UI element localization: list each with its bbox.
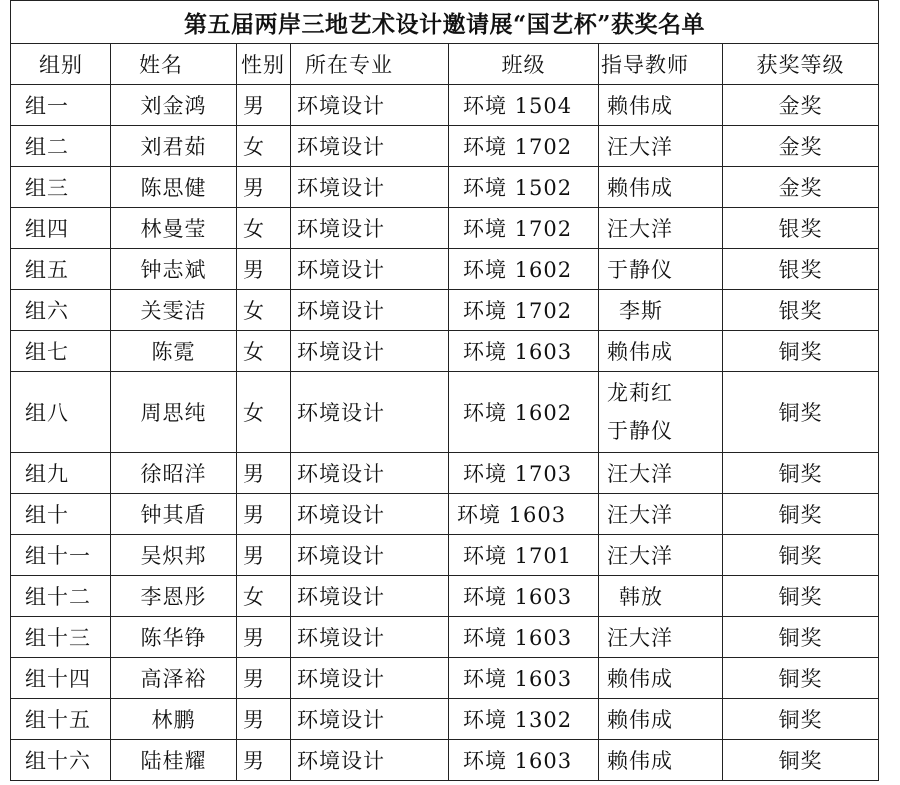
cell-major: 环境设计 [291, 126, 449, 167]
cell-name: 周思纯 [111, 372, 237, 453]
table-row [11, 617, 879, 658]
cell-teacher: 韩放 [599, 576, 723, 617]
cell-sex: 男 [237, 617, 291, 658]
cell-teacher: 赖伟成 [599, 85, 723, 126]
teacher-line-1: 龙莉红 [607, 381, 673, 405]
cell-major: 环境设计 [291, 740, 449, 781]
cell-major: 环境设计 [291, 658, 449, 699]
cell-class: 环境 1302 [449, 699, 599, 740]
header-group: 组别 [11, 44, 111, 85]
cell-class: 环境 1701 [449, 535, 599, 576]
cell-sex: 男 [237, 167, 291, 208]
table-row [11, 453, 879, 494]
cell-group: 组十六 [11, 740, 111, 781]
award-table [10, 0, 879, 781]
cell-sex: 女 [237, 126, 291, 167]
cell-major: 环境设计 [291, 699, 449, 740]
cell-teacher: 汪大洋 [599, 617, 723, 658]
table-row [11, 494, 879, 535]
header-name: 姓名 [111, 44, 237, 85]
cell-award: 铜奖 [723, 494, 879, 535]
cell-group: 组十四 [11, 658, 111, 699]
cell-sex: 女 [237, 576, 291, 617]
teacher-line-2: 于静仪 [607, 419, 673, 443]
cell-sex: 男 [237, 658, 291, 699]
cell-teacher: 汪大洋 [599, 208, 723, 249]
cell-sex: 女 [237, 208, 291, 249]
cell-name: 李恩彤 [111, 576, 237, 617]
cell-name: 高泽裕 [111, 658, 237, 699]
cell-group: 组十 [11, 494, 111, 535]
cell-name: 陆桂耀 [111, 740, 237, 781]
table-row [11, 249, 879, 290]
cell-award: 铜奖 [723, 331, 879, 372]
cell-name: 陈华铮 [111, 617, 237, 658]
cell-sex: 男 [237, 535, 291, 576]
cell-teacher: 汪大洋 [599, 453, 723, 494]
table-row [11, 167, 879, 208]
cell-group: 组一 [11, 85, 111, 126]
header-row [11, 44, 879, 85]
cell-major: 环境设计 [291, 372, 449, 453]
cell-class: 环境 1603 [449, 740, 599, 781]
cell-name: 刘金鸿 [111, 85, 237, 126]
cell-class: 环境 1602 [449, 249, 599, 290]
cell-name: 林曼莹 [111, 208, 237, 249]
cell-class: 环境 1702 [449, 208, 599, 249]
cell-name: 陈思健 [111, 167, 237, 208]
table-row [11, 658, 879, 699]
cell-major: 环境设计 [291, 617, 449, 658]
cell-award: 铜奖 [723, 740, 879, 781]
cell-major: 环境设计 [291, 494, 449, 535]
table-row [11, 126, 879, 167]
cell-award: 银奖 [723, 290, 879, 331]
table-row [11, 699, 879, 740]
cell-award: 铜奖 [723, 658, 879, 699]
cell-teacher: 汪大洋 [599, 126, 723, 167]
table-row [11, 576, 879, 617]
cell-award: 铜奖 [723, 372, 879, 453]
cell-group: 组十三 [11, 617, 111, 658]
header-award: 获奖等级 [723, 44, 879, 85]
cell-teacher: 汪大洋 [599, 535, 723, 576]
document-title: 第五届两岸三地艺术设计邀请展“国艺杯”获奖名单 [11, 1, 879, 44]
cell-class: 环境 1603 [449, 331, 599, 372]
cell-sex: 男 [237, 699, 291, 740]
cell-name: 徐昭洋 [111, 453, 237, 494]
cell-class: 环境 1603 [449, 576, 599, 617]
cell-class: 环境 1602 [449, 372, 599, 453]
cell-name: 林鹏 [111, 699, 237, 740]
table-row [11, 85, 879, 126]
cell-name: 刘君茹 [111, 126, 237, 167]
cell-name: 陈霓 [111, 331, 237, 372]
cell-major: 环境设计 [291, 535, 449, 576]
cell-teacher: 李斯 [599, 290, 723, 331]
cell-class: 环境 1702 [449, 290, 599, 331]
cell-major: 环境设计 [291, 208, 449, 249]
cell-class: 环境 1603 [449, 658, 599, 699]
cell-award: 银奖 [723, 249, 879, 290]
cell-group: 组三 [11, 167, 111, 208]
cell-group: 组二 [11, 126, 111, 167]
cell-award: 金奖 [723, 126, 879, 167]
table-row [11, 372, 879, 453]
cell-group: 组八 [11, 372, 111, 453]
header-sex: 性别 [237, 44, 291, 85]
table-row [11, 331, 879, 372]
cell-award: 铜奖 [723, 699, 879, 740]
cell-group: 组五 [11, 249, 111, 290]
cell-teacher: 赖伟成 [599, 167, 723, 208]
table-row [11, 740, 879, 781]
title-row [11, 1, 879, 44]
cell-class: 环境 1603 [449, 494, 599, 535]
cell-major: 环境设计 [291, 85, 449, 126]
cell-award: 铜奖 [723, 576, 879, 617]
cell-sex: 男 [237, 85, 291, 126]
cell-teacher: 赖伟成 [599, 740, 723, 781]
cell-group: 组十五 [11, 699, 111, 740]
cell-major: 环境设计 [291, 290, 449, 331]
header-major: 所在专业 [291, 44, 449, 85]
cell-award: 金奖 [723, 85, 879, 126]
cell-award: 银奖 [723, 208, 879, 249]
cell-group: 组六 [11, 290, 111, 331]
cell-major: 环境设计 [291, 331, 449, 372]
cell-group: 组四 [11, 208, 111, 249]
cell-award: 金奖 [723, 167, 879, 208]
cell-teacher-multi [599, 372, 723, 453]
cell-group: 组九 [11, 453, 111, 494]
cell-major: 环境设计 [291, 167, 449, 208]
cell-class: 环境 1702 [449, 126, 599, 167]
cell-sex: 男 [237, 494, 291, 535]
cell-major: 环境设计 [291, 249, 449, 290]
cell-teacher: 赖伟成 [599, 699, 723, 740]
cell-award: 铜奖 [723, 535, 879, 576]
cell-name: 吴炽邦 [111, 535, 237, 576]
table-row [11, 535, 879, 576]
cell-sex: 男 [237, 453, 291, 494]
cell-sex: 男 [237, 740, 291, 781]
cell-class: 环境 1504 [449, 85, 599, 126]
cell-award: 铜奖 [723, 453, 879, 494]
cell-sex: 女 [237, 290, 291, 331]
cell-teacher: 赖伟成 [599, 331, 723, 372]
cell-major: 环境设计 [291, 576, 449, 617]
cell-group: 组七 [11, 331, 111, 372]
header-teacher: 指导教师 [599, 44, 723, 85]
cell-sex: 女 [237, 372, 291, 453]
cell-teacher: 汪大洋 [599, 494, 723, 535]
cell-class: 环境 1502 [449, 167, 599, 208]
cell-major: 环境设计 [291, 453, 449, 494]
header-class: 班级 [449, 44, 599, 85]
cell-sex: 男 [237, 249, 291, 290]
cell-class: 环境 1603 [449, 617, 599, 658]
cell-teacher: 于静仪 [599, 249, 723, 290]
cell-group: 组十一 [11, 535, 111, 576]
cell-name: 钟志斌 [111, 249, 237, 290]
cell-class: 环境 1703 [449, 453, 599, 494]
cell-name: 钟其盾 [111, 494, 237, 535]
table-row [11, 290, 879, 331]
cell-sex: 女 [237, 331, 291, 372]
cell-teacher: 赖伟成 [599, 658, 723, 699]
table-row [11, 208, 879, 249]
cell-group: 组十二 [11, 576, 111, 617]
cell-name: 关雯洁 [111, 290, 237, 331]
cell-award: 铜奖 [723, 617, 879, 658]
